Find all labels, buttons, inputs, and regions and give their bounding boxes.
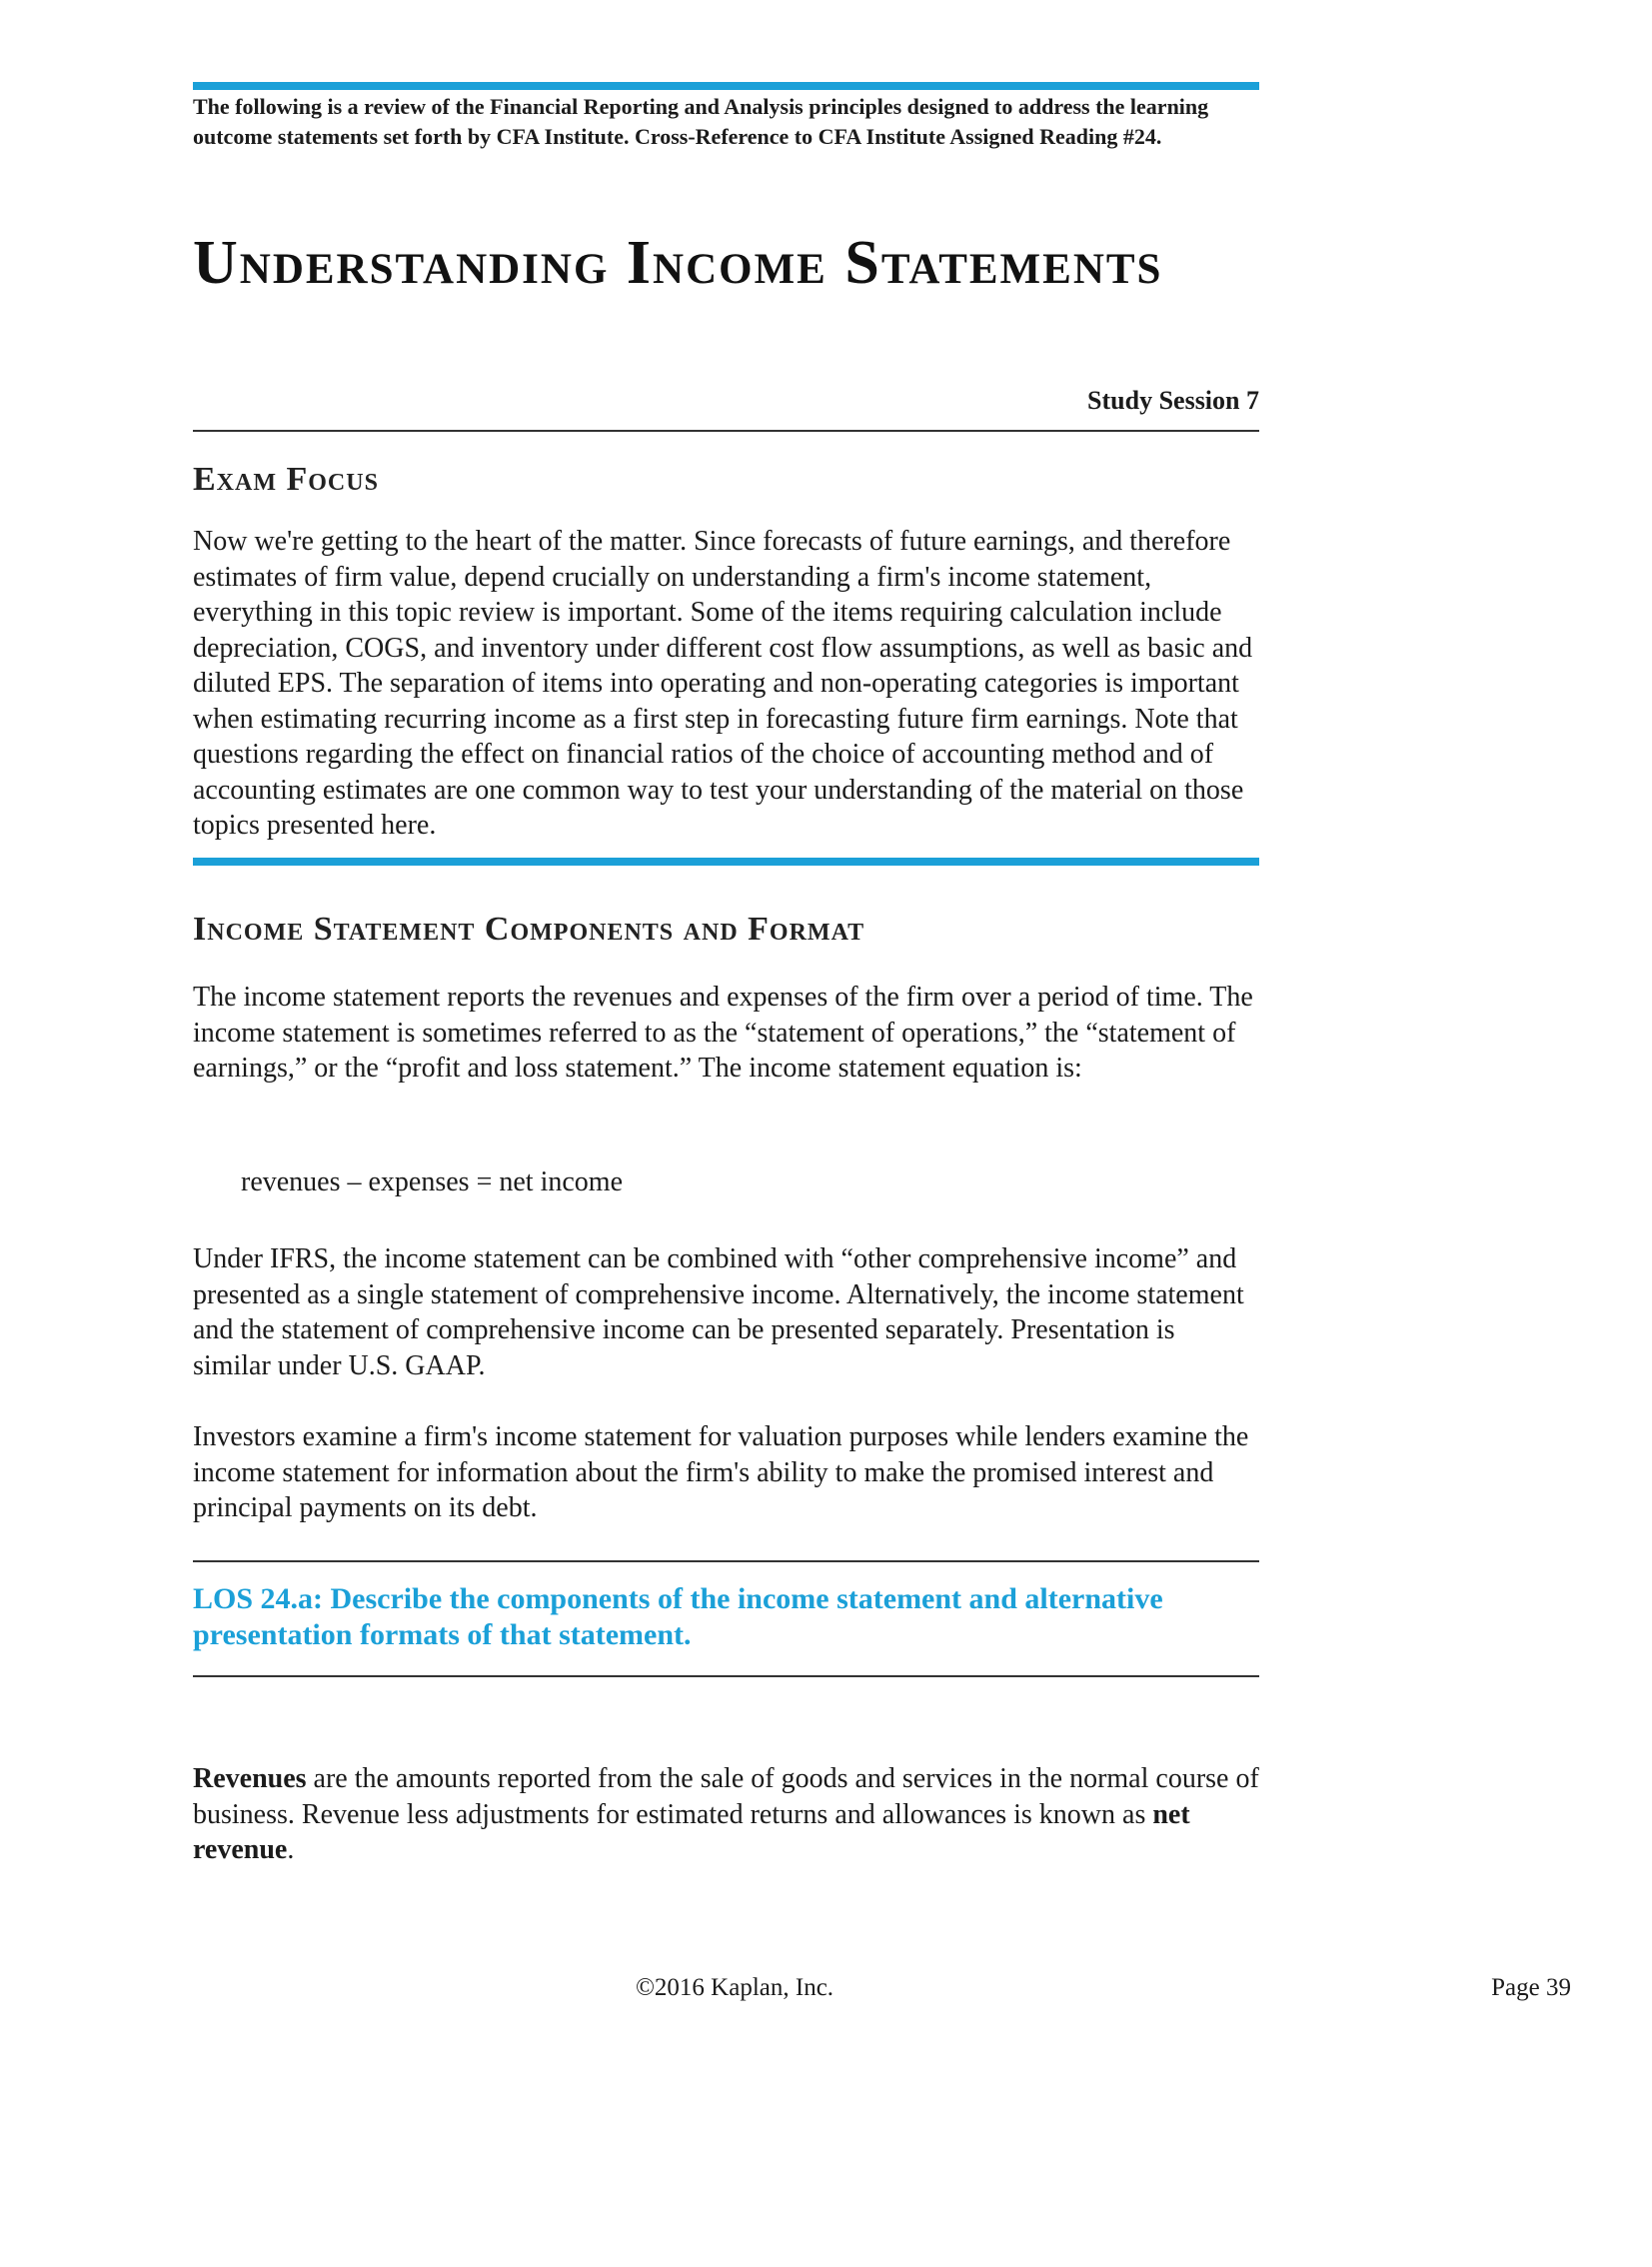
- exam-focus-body: Now we're getting to the heart of the matter. Since forecasts of future earnings, and therefore estimates of firm value, depend crucially on understanding a firm's income statement, everything in this topic review is important. Some of the items requiring calculation include depreciation, COGS, and inventory under different cost flow assumptions, as well as basic and diluted EPS. The separation of items into operating and non-operating categories is important when estimating recurring income as a first step in forecasting future firm earnings. Note that questions regarding the effect on financial ratios of the choice of accounting method and of accounting estimates are one common way to test your understanding of the material on those topics presented here.: [193, 526, 1253, 841]
- los-statement: LOS 24.a: Describe the components of the income statement and alternative presentation formats of that statement.: [193, 1582, 1163, 1651]
- income-equation: revenues – expenses = net income: [241, 1166, 623, 1197]
- section-heading: Income Statement Components and Format: [193, 911, 865, 948]
- exam-focus-bottom-rule: [193, 858, 1259, 866]
- session-divider: [193, 430, 1259, 432]
- section-paragraph-1: The income statement reports the revenues and expenses of the firm over a period of time. The income statement is sometimes referred to as the “statement of operations,” the “statement of earnings,” or the “profit and loss statement.” The income statement equation is:: [193, 982, 1253, 1084]
- copyright-footer: ©2016 Kaplan, Inc.: [635, 1974, 834, 2001]
- section-paragraph-3: Investors examine a firm's income statement for valuation purposes while lenders examine the income statement for information about the firm's ability to make the promised interest and principal payments on its debt.: [193, 1421, 1249, 1523]
- los-top-rule: [193, 1560, 1259, 1562]
- page-bottom-margin: [0, 2139, 1652, 2267]
- intro-note: The following is a review of the Financial Reporting and Analysis principles designed to address the learning outcome statements set forth by CFA Institute. Cross-Reference to CFA Institute Assigned Reading #24.: [193, 94, 1209, 149]
- revenues-text-1: are the amounts reported from the sale of goods and services in the normal course of business. Revenue less adjustments for estimated returns and allowances is known as: [193, 1763, 1259, 1830]
- revenues-text-2: .: [287, 1834, 295, 1865]
- top-accent-rule: [193, 82, 1259, 90]
- revenues-term: Revenues: [193, 1763, 307, 1794]
- los-bottom-rule: [193, 1675, 1259, 1677]
- revenues-paragraph: [193, 1761, 1259, 1868]
- net-revenue-term: net revenue: [193, 1798, 1190, 1865]
- page-number: Page 39: [1491, 1974, 1571, 2001]
- study-session-label: Study Session 7: [1087, 386, 1259, 415]
- exam-focus-heading: Exam Focus: [193, 461, 379, 498]
- section-paragraph-2: Under IFRS, the income statement can be combined with “other comprehensive income” and presented as a single statement of comprehensive income. Alternatively, the income statement and the statement of comprehensive income can be presented separately. Presentation is similar under U.S. GAAP.: [193, 1243, 1244, 1381]
- page-title: Understanding Income Statements: [193, 229, 1163, 297]
